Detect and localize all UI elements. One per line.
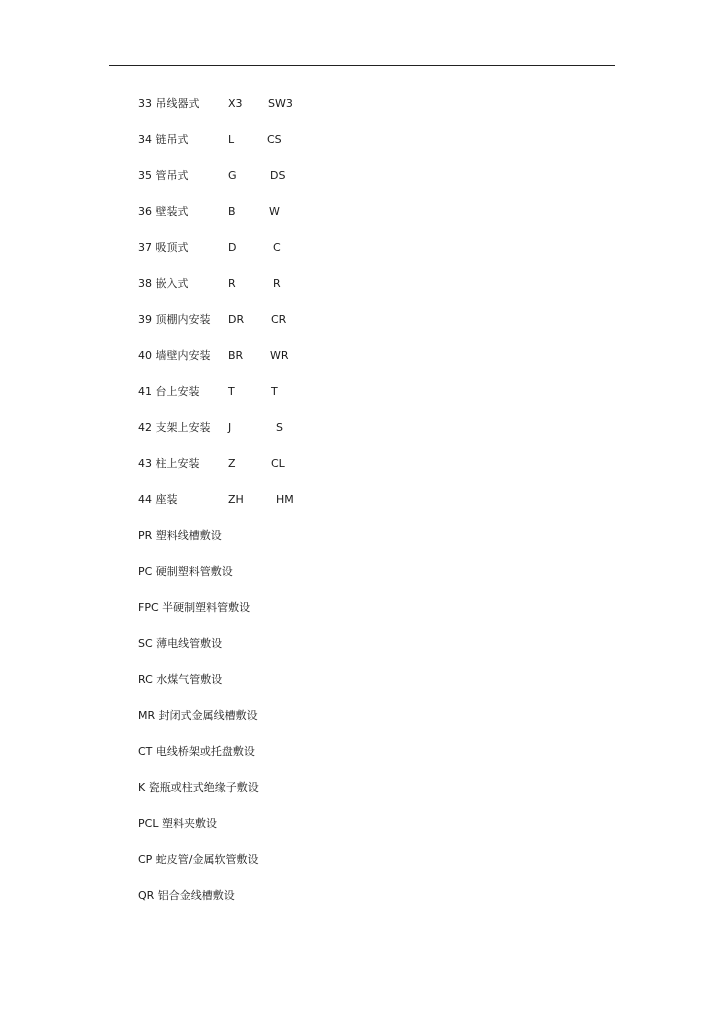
laying-method-text: SC 薄电线管敷设 [138, 637, 223, 650]
mounting-alt-code: W [269, 205, 280, 218]
mounting-code: BR [228, 349, 244, 362]
laying-method-text: CT 电线桥架或托盘敷设 [138, 745, 255, 758]
mounting-alt-code: DS [270, 169, 286, 182]
mounting-alt-code: S [276, 421, 283, 434]
mounting-name: 33 吊线器式 [138, 97, 200, 110]
mounting-name: 43 柱上安装 [138, 457, 200, 470]
laying-method-text: CP 蛇皮管/金属软管敷设 [138, 853, 259, 866]
mounting-name: 38 嵌入式 [138, 277, 189, 290]
mounting-code: R [228, 277, 236, 290]
laying-method-text: PC 硬制塑料管敷设 [138, 565, 233, 578]
mounting-code: ZH [228, 493, 244, 506]
mounting-name: 39 顶棚内安装 [138, 313, 211, 326]
mounting-name: 40 墙壁内安装 [138, 349, 211, 362]
mounting-code: DR [228, 313, 245, 326]
mounting-name: 36 壁装式 [138, 205, 189, 218]
mounting-name: 41 台上安装 [138, 385, 200, 398]
mounting-alt-code: SW3 [268, 97, 293, 110]
mounting-code: G [228, 169, 237, 182]
mounting-alt-code: T [271, 385, 278, 398]
mounting-code: L [228, 133, 235, 146]
laying-method-text: PR 塑料线槽敷设 [138, 529, 222, 542]
mounting-code: Z [228, 457, 236, 470]
laying-method-text: FPC 半硬制塑料管敷设 [138, 601, 251, 614]
mounting-code: T [228, 385, 235, 398]
mounting-name: 35 管吊式 [138, 169, 189, 182]
mounting-code: X3 [228, 97, 243, 110]
mounting-alt-code: WR [270, 349, 289, 362]
mounting-alt-code: CL [271, 457, 285, 470]
mounting-code: B [228, 205, 236, 218]
mounting-name: 34 链吊式 [138, 133, 189, 146]
mounting-alt-code: C [273, 241, 281, 254]
laying-method-text: PCL 塑料夹敷设 [138, 817, 217, 830]
laying-method-text: RC 水煤气管敷设 [138, 673, 223, 686]
mounting-name: 44 座装 [138, 493, 178, 506]
mounting-alt-code: R [273, 277, 281, 290]
laying-method-text: MR 封闭式金属线槽敷设 [138, 709, 258, 722]
mounting-alt-code: CR [271, 313, 287, 326]
mounting-code: J [228, 421, 232, 434]
mounting-name: 42 支架上安装 [138, 421, 211, 434]
mounting-alt-code: CS [267, 133, 282, 146]
laying-method-text: QR 铝合金线槽敷设 [138, 889, 235, 902]
laying-method-text: K 瓷瓶或柱式绝缘子敷设 [138, 781, 259, 794]
mounting-alt-code: HM [276, 493, 294, 506]
mounting-code: D [228, 241, 237, 254]
mounting-name: 37 吸顶式 [138, 241, 189, 254]
